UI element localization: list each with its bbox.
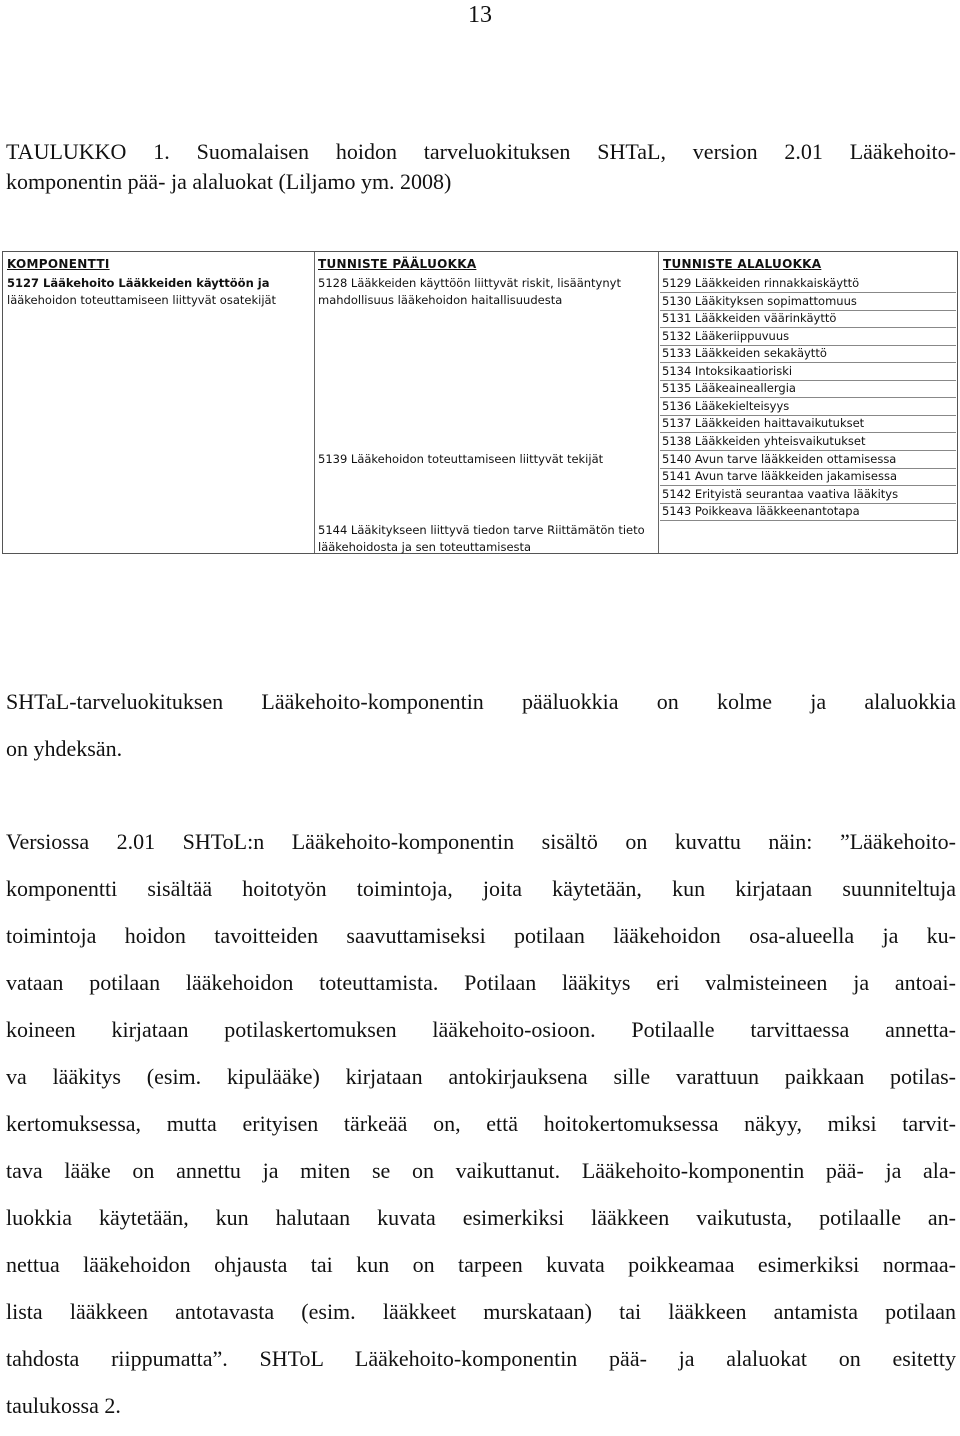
main-class-cell: 5128 Lääkkeiden käyttöön liittyvät riskit, lisääntynyt [318, 276, 621, 290]
sub-class-cell: 5132 Lääkeriippuvuus [660, 328, 956, 346]
text-line: komponentti sisältää hoitotyön toimintoja, joita käytetään, kun kirjataan suunniteltuja [6, 876, 956, 901]
text-line: tava lääke on annettu ja miten se on vaikuttanut. Lääkehoito-komponentin pää- ja ala- [6, 1158, 956, 1183]
sub-class-cell: 5143 Poikkeava lääkkeenantotapa [660, 503, 956, 521]
sub-class-cell: 5130 Lääkityksen sopimattomuus [660, 293, 956, 311]
caption-line: komponentin pää- ja alaluokat (Liljamo ym. 2008) [6, 169, 452, 194]
sub-class-cell: 5129 Lääkkeiden rinnakkaiskäyttö [660, 275, 956, 293]
header-sub-class: TUNNISTE ALALUOKKA [663, 257, 822, 271]
text-line: nettua lääkehoidon ohjausta tai kun on tarpeen kuvata poikkeamaa esimerkiksi normaa- [6, 1252, 956, 1277]
text-line: koineen kirjataan potilaskertomuksen lääkehoito-osioon. Potilaalle tarvittaessa annetta- [6, 1017, 956, 1042]
classification-table [2, 251, 958, 554]
page-number: 13 [468, 2, 492, 28]
main-class-cell: mahdollisuus lääkehoidon haitallisuudesta [318, 293, 563, 307]
text-line: Versiossa 2.01 SHToL:n Lääkehoito-komponentin sisältö on kuvattu näin: ”Lääkehoito- [6, 829, 956, 854]
header-main-class: TUNNISTE PÄÄLUOKKA [318, 257, 477, 271]
column-divider [314, 252, 315, 553]
main-class-cell: lääkehoidosta ja sen toteuttamisesta [318, 540, 532, 554]
sub-class-cell: 5140 Avun tarve lääkkeiden ottamisessa [660, 451, 956, 469]
sub-class-cell: 5136 Lääkekielteisyys [660, 398, 956, 416]
sub-class-cell: 5138 Lääkkeiden yhteisvaikutukset [660, 433, 956, 451]
component-cell: lääkehoidon toteuttamiseen liittyvät osatekijät [7, 293, 277, 307]
paragraph-1 [6, 678, 956, 772]
text-line: SHTaL-tarveluokituksen Lääkehoito-komponentin pääluokkia on kolme ja alaluokkia [6, 689, 956, 714]
sub-class-cell: 5142 Erityistä seurantaa vaativa lääkitys [660, 486, 956, 504]
main-class-cell: 5139 Lääkehoidon toteuttamiseen liittyvät tekijät [318, 452, 604, 466]
text-line: kertomuksessa, mutta erityisen tärkeää on, että hoitokertomuksessa näkyy, miksi tarvit- [6, 1111, 956, 1136]
sub-class-cell: 5141 Avun tarve lääkkeiden jakamisessa [660, 468, 956, 486]
text-line: toimintoja hoidon tavoitteiden saavuttamiseksi potilaan lääkehoidon osa-alueella ja ku- [6, 923, 956, 948]
sub-class-cell: 5131 Lääkkeiden väärinkäyttö [660, 310, 956, 328]
text-line: on yhdeksän. [6, 736, 123, 761]
column-divider [658, 252, 659, 553]
text-line: taulukossa 2. [6, 1393, 121, 1418]
main-class-cell: 5144 Lääkitykseen liittyvä tiedon tarve Riittämätön tieto [318, 523, 645, 537]
sub-class-cell: 5134 Intoksikaatioriski [660, 363, 956, 381]
text-line: tahdosta riippumatta”. SHToL Lääkehoito-komponentin pää- ja alaluokat on esitetty [6, 1346, 956, 1371]
component-cell: 5127 Lääkehoito Lääkkeiden käyttöön ja [7, 276, 270, 290]
header-component: KOMPONENTTI [7, 257, 110, 271]
paragraph-2 [6, 818, 956, 1429]
text-line: va lääkitys (esim. kipulääke) kirjataan antokirjauksena sille varattuun paikkaan potilas- [6, 1064, 956, 1089]
caption-line: TAULUKKO 1. Suomalaisen hoidon tarveluokituksen SHTaL, version 2.01 Lääkehoito- [6, 139, 956, 164]
text-line: lista lääkkeen antotavasta (esim. lääkkeet murskataan) tai lääkkeen antamista potilaan [6, 1299, 956, 1324]
sub-class-cell: 5135 Lääkeaineallergia [660, 380, 956, 398]
text-line: luokkia käytetään, kun halutaan kuvata esimerkiksi lääkkeen vaikutusta, potilaalle an- [6, 1205, 956, 1230]
table-caption [6, 137, 956, 197]
sub-class-cell: 5137 Lääkkeiden haittavaikutukset [660, 415, 956, 433]
text-line: vataan potilaan lääkehoidon toteuttamista. Potilaan lääkitys eri valmisteineen ja antoai- [6, 970, 956, 995]
sub-class-cell: 5133 Lääkkeiden sekakäyttö [660, 345, 956, 363]
